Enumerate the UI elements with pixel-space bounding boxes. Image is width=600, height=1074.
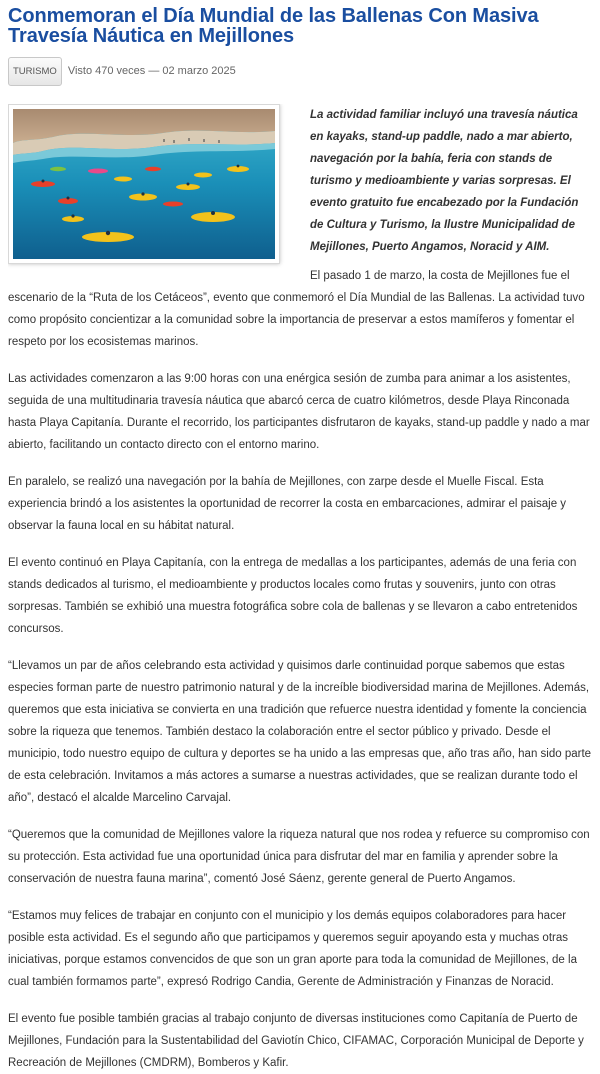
paragraph-1: El pasado 1 de marzo, la costa de Mejillones fue el escenario de la “Ruta de los Cetáceos”, evento que conmemoró el Día Mundial de las Ballenas. La actividad tuvo como propósito concientizar a la comunidad sobre la importancia de preservar a estos mamíferos y fomentar el respeto por los ecosistemas marinos.	[8, 270, 585, 348]
paragraph-4: El evento continuó en Playa Capitanía, con la entrega de medallas a los participantes, además de una feria con stands dedicados al turismo, el medioambiente y productos locales como frutas y souvenirs, junto con otras sorpresas. También se exhibió una muestra fotográfica sobre cola de ballenas y se llevaron a cabo entretenidos concursos.	[8, 557, 578, 635]
kayak-photo-image[interactable]	[13, 109, 275, 259]
lead-block	[8, 104, 592, 368]
lead-paragraph: La actividad familiar incluyó una travesía náutica en kayaks, stand-up paddle, nado a mar abierto, navegación por la bahía, feria con stands de turismo y medioambiente y varias sorpresas. El evento gratuito fue encabezado por la Fundación de Cultura y Turismo, la Ilustre Municipalidad de Mejillones, Puerto Angamos, Noracid y AIM.	[310, 109, 579, 253]
meta-info: Visto 470 veces — 02 marzo 2025	[67, 65, 236, 77]
paragraph-7: “Estamos muy felices de trabajar en conjunto con el municipio y los demás equipos colaboradores para hacer posible esta actividad. Es el segundo año que participamos y queremos seguir apoyando esta y muchas otras iniciativas, porque estamos convencidos de que son un gran aporte para toda la comunidad de Mejillones, de la cual también formamos parte”, expresó Rodrigo Candia, Gerente de Administración y Finanzas de Noracid.	[8, 910, 577, 988]
photo-frame	[8, 104, 280, 264]
article-meta	[8, 56, 592, 86]
category-tag[interactable]: TURISMO	[8, 57, 62, 86]
article-title: Conmemoran el Día Mundial de las Ballenas Con Masiva Travesía Náutica en Mejillones	[8, 5, 539, 47]
paragraph-2: Las actividades comenzaron a las 9:00 horas con una enérgica sesión de zumba para animar a los asistentes, seguida de una multitudinaria travesía náutica que abarcó cerca de cuatro kilómetros, desde Playa Rinconada hasta Playa Capitanía. Durante el recorrido, los participantes disfrutaron de kayaks, stand-up paddle y nado a mar abierto, facilitando un contacto directo con el entorno marino.	[8, 373, 590, 451]
paragraph-6: “Queremos que la comunidad de Mejillones valore la riqueza natural que nos rodea y refuerce su compromiso con su protección. Esta actividad fue una oportunidad única para disfrutar del mar en familia y aprender sobre la conservación de nuestra fauna marina”, comentó José Sáenz, gerente general de Puerto Angamos.	[8, 829, 590, 885]
paragraph-3: En paralelo, se realizó una navegación por la bahía de Mejillones, con zarpe desde el Muelle Fiscal. Esta experiencia brindó a los asistentes la oportunidad de recorrer la costa en embarcaciones, admirar el paisaje y observar la fauna local en su hábitat natural.	[8, 476, 567, 532]
paragraph-8: El evento fue posible también gracias al trabajo conjunto de diversas instituciones como Capitanía de Puerto de Mejillones, Fundación para la Sustentabilidad del Gaviotín Chico, CIFAMAC, Corporación Municipal de Deporte y Recreación de Mejillones (CMDRM), Bomberos y Kafir.	[8, 1013, 584, 1069]
paragraph-5: “Llevamos un par de años celebrando esta actividad y quisimos darle continuidad porque sabemos que estas especies forman parte de nuestro patrimonio natural y de la increíble biodiversidad marina de Mejillones. Además, queremos que esta iniciativa se convierta en una tradición que refuerce nuestra identidad y fomente la conciencia sobre la riqueza que tenemos. También destaco la colaboración entre el sector público y privado. Desde el municipio, todo nuestro equipo de cultura y deportes se ha unido a las empresas que, año tras año, han sido parte de esta celebración. Invitamos a más actores a sumarse a nuestras actividades, que se realizan durante todo el año”, destacó el alcalde Marcelino Carvajal.	[8, 660, 592, 804]
